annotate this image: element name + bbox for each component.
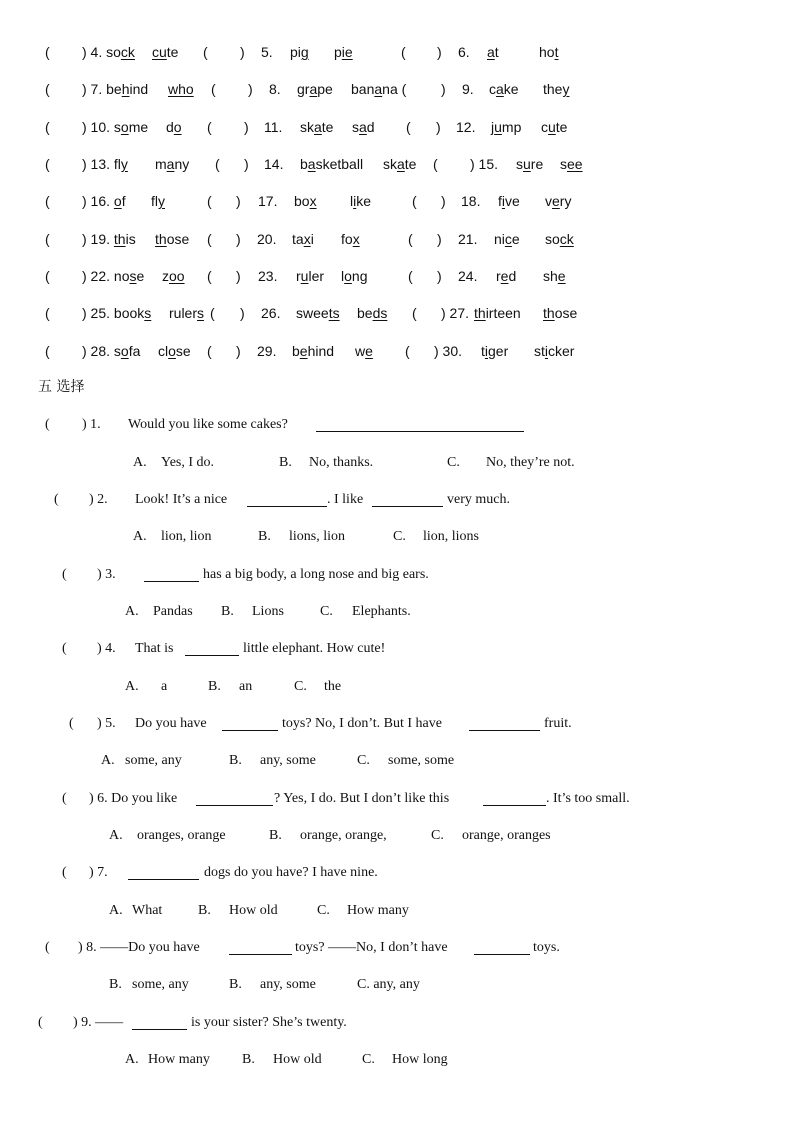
- word: see: [560, 156, 583, 172]
- item-number: 20.: [257, 231, 277, 247]
- question-text: ? Yes, I do. But I don’t like this: [274, 791, 450, 806]
- option-letter: B.: [109, 977, 122, 992]
- word: they: [543, 81, 570, 97]
- item-number: ) 13. fly: [82, 156, 128, 172]
- question-number: ) 4.: [97, 641, 116, 656]
- option-letter: A.: [125, 604, 139, 619]
- answer-blank[interactable]: [474, 940, 530, 955]
- word: sure: [516, 156, 544, 172]
- question-number: ) 9. ——: [73, 1015, 124, 1030]
- word: basketball: [300, 156, 364, 172]
- question-number: ) 7.: [89, 865, 108, 880]
- paren-close: ): [236, 268, 241, 284]
- paren-open: (: [38, 1015, 43, 1030]
- word: sad: [352, 119, 375, 135]
- word: at: [487, 44, 499, 60]
- option-letter: B.: [279, 455, 292, 470]
- word: zoo: [162, 268, 185, 284]
- paren-open: (: [412, 305, 417, 321]
- paren-close: ): [236, 231, 241, 247]
- paren-close: ): [441, 193, 446, 209]
- word: hot: [539, 44, 559, 60]
- word: do: [166, 119, 182, 135]
- paren-open: (: [45, 343, 50, 359]
- option-text: Pandas: [153, 604, 193, 619]
- answer-blank[interactable]: [372, 492, 443, 507]
- option-letter: C.: [362, 1052, 375, 1067]
- option-text: lion, lion: [161, 529, 212, 544]
- option-text: a: [161, 679, 168, 694]
- option-text: Yes, I do.: [161, 455, 215, 470]
- word: red: [496, 268, 517, 284]
- item-number: ) 19. this: [82, 231, 136, 247]
- word: skate: [300, 119, 334, 135]
- question-text: has a big body, a long nose and big ears.: [203, 567, 429, 582]
- option-letter: A.: [133, 529, 147, 544]
- answer-blank[interactable]: [247, 492, 327, 507]
- answer-blank[interactable]: [196, 791, 273, 806]
- answer-blank[interactable]: [483, 791, 546, 806]
- question-text: . It’s too small.: [546, 791, 630, 806]
- option-letter: C.: [447, 455, 460, 470]
- option-text: oranges, orange: [137, 828, 226, 843]
- option-text: How long: [392, 1052, 448, 1067]
- word: nice: [494, 231, 520, 247]
- word: those: [543, 305, 578, 321]
- item-number: ) 4. sock: [82, 44, 135, 60]
- item-number: ) 16. of: [82, 193, 126, 209]
- option-letter: B.: [258, 529, 271, 544]
- option-letter: A.: [101, 753, 115, 768]
- item-number: ) 27.: [441, 305, 470, 321]
- question-number: ) 5.: [97, 716, 116, 731]
- paren-open: (: [45, 156, 50, 172]
- option-letter: C.: [393, 529, 406, 544]
- item-number: 8.: [269, 81, 281, 97]
- item-number: ) 30.: [434, 343, 463, 359]
- item-number: ) 28. sofa: [82, 343, 141, 359]
- paren-open: (: [45, 81, 50, 97]
- option-text: orange, orange,: [300, 828, 387, 843]
- word: we: [355, 343, 373, 359]
- word: banana (: [351, 81, 407, 97]
- item-number: ) 10. some: [82, 119, 149, 135]
- word: she: [543, 268, 566, 284]
- word: skate: [383, 156, 417, 172]
- paren-close: ): [436, 119, 441, 135]
- paren-open: (: [207, 119, 212, 135]
- item-number: ) 22. nose: [82, 268, 145, 284]
- word: thirteen: [474, 305, 521, 321]
- paren-close: ): [441, 81, 446, 97]
- option-letter: A.: [109, 828, 123, 843]
- word: tiger: [481, 343, 509, 359]
- item-number: ) 15.: [470, 156, 499, 172]
- item-number: 21.: [458, 231, 478, 247]
- option-text: No, thanks.: [309, 455, 374, 470]
- word: who: [168, 81, 194, 97]
- section-title: 五 选择: [38, 379, 85, 395]
- question-text: little elephant. How cute!: [243, 641, 386, 656]
- word: fox: [341, 231, 360, 247]
- paren-close: ): [240, 44, 245, 60]
- item-number: 6.: [458, 44, 470, 60]
- paren-close: ): [244, 156, 249, 172]
- option-letter: B.: [198, 903, 211, 918]
- paren-close: ): [437, 268, 442, 284]
- option-text: any, some: [260, 977, 316, 992]
- question-text: That is: [135, 641, 174, 656]
- question-text: . I like: [327, 492, 364, 507]
- question-text: fruit.: [544, 716, 572, 731]
- question-text: is your sister? She’s twenty.: [191, 1015, 347, 1030]
- answer-blank[interactable]: [132, 1015, 187, 1030]
- item-number: ) 25. books: [82, 305, 152, 321]
- option-letter: B.: [221, 604, 234, 619]
- paren-open: (: [406, 119, 411, 135]
- option-text: lions, lion: [289, 529, 346, 544]
- option-letter: B.: [269, 828, 282, 843]
- word: grape: [297, 81, 333, 97]
- paren-close: ): [244, 119, 249, 135]
- option-letter: A.: [133, 455, 147, 470]
- paren-open: (: [45, 940, 50, 955]
- paren-open: (: [215, 156, 220, 172]
- option-text: orange, oranges: [462, 828, 551, 843]
- word: box: [294, 193, 317, 209]
- paren-open: (: [207, 193, 212, 209]
- answer-blank[interactable]: [316, 417, 524, 432]
- paren-open: (: [54, 492, 59, 507]
- item-number: 23.: [258, 268, 278, 284]
- paren-open: (: [62, 865, 67, 880]
- question-text: dogs do you have? I have nine.: [204, 865, 378, 880]
- word: cake: [489, 81, 519, 97]
- word: those: [155, 231, 190, 247]
- item-number: 12.: [456, 119, 476, 135]
- paren-close: ): [236, 193, 241, 209]
- option-text: How old: [229, 903, 278, 918]
- option-text: Elephants.: [352, 604, 411, 619]
- word: fly: [151, 193, 165, 209]
- paren-open: (: [62, 567, 67, 582]
- word: many: [155, 156, 190, 172]
- word: behind: [292, 343, 335, 359]
- item-number: 11.: [264, 119, 283, 135]
- paren-open: (: [45, 305, 50, 321]
- paren-open: (: [69, 716, 74, 731]
- paren-open: (: [45, 268, 50, 284]
- question-number: ) 6. Do you like: [89, 791, 178, 806]
- paren-open: (: [45, 193, 50, 209]
- item-number: 29.: [257, 343, 277, 359]
- question-text: Would you like some cakes?: [128, 417, 288, 432]
- question-text: toys.: [533, 940, 560, 955]
- paren-open: (: [62, 641, 67, 656]
- item-number: 9.: [462, 81, 474, 97]
- paren-close: ): [437, 44, 442, 60]
- word: sock: [545, 231, 574, 247]
- option-letter: B.: [242, 1052, 255, 1067]
- question-text: Do you have: [135, 716, 207, 731]
- question-number: ) 8. ——Do you have: [78, 940, 200, 955]
- item-number: 17.: [258, 193, 278, 209]
- word: cute: [152, 44, 179, 60]
- word: sweets: [296, 305, 340, 321]
- option-text: How old: [273, 1052, 322, 1067]
- item-number: 5.: [261, 44, 273, 60]
- option-text: lion, lions: [423, 529, 480, 544]
- option-text: How many: [347, 903, 409, 918]
- item-number: 24.: [458, 268, 478, 284]
- option-text: some, any: [132, 977, 189, 992]
- option-text: some, any: [125, 753, 182, 768]
- word: sticker: [534, 343, 575, 359]
- option-text: How many: [148, 1052, 210, 1067]
- word: rulers: [169, 305, 205, 321]
- paren-open: (: [433, 156, 438, 172]
- question-number: ) 3.: [97, 567, 116, 582]
- paren-open: (: [62, 791, 67, 806]
- word: beds: [357, 305, 388, 321]
- word: close: [158, 343, 191, 359]
- word: like: [350, 193, 372, 209]
- answer-blank[interactable]: [222, 716, 278, 731]
- paren-open: (: [45, 44, 50, 60]
- paren-open: (: [207, 268, 212, 284]
- word: very: [545, 193, 572, 209]
- word: pig: [290, 44, 309, 60]
- item-number: ) 7. behind: [82, 81, 149, 97]
- option-text: What: [132, 903, 163, 918]
- option-letter: C.: [294, 679, 307, 694]
- option-letter: C.: [357, 753, 370, 768]
- question-text: very much.: [447, 492, 510, 507]
- option-letter: C.: [317, 903, 330, 918]
- answer-blank[interactable]: [185, 641, 239, 656]
- answer-blank[interactable]: [144, 567, 199, 582]
- paren-open: (: [210, 305, 215, 321]
- option-text: some, some: [388, 753, 455, 768]
- answer-blank[interactable]: [229, 940, 292, 955]
- option-text: C. any, any: [357, 977, 420, 992]
- option-letter: A.: [125, 679, 139, 694]
- option-letter: C.: [320, 604, 333, 619]
- paren-open: (: [45, 119, 50, 135]
- paren-open: (: [203, 44, 208, 60]
- paren-open: (: [45, 417, 50, 432]
- option-letter: B.: [229, 977, 242, 992]
- paren-open: (: [405, 343, 410, 359]
- paren-open: (: [207, 343, 212, 359]
- paren-open: (: [408, 268, 413, 284]
- option-letter: B.: [229, 753, 242, 768]
- word: taxi: [292, 231, 314, 247]
- question-text: toys? ——No, I don’t have: [295, 940, 448, 955]
- option-letter: A.: [109, 903, 123, 918]
- paren-open: (: [401, 44, 406, 60]
- item-number: 26.: [261, 305, 281, 321]
- answer-blank[interactable]: [469, 716, 540, 731]
- paren-close: ): [236, 343, 241, 359]
- word: five: [498, 193, 520, 209]
- word: ruler: [296, 268, 325, 284]
- option-text: the: [324, 679, 342, 694]
- question-number: ) 2.: [89, 492, 108, 507]
- item-number: 18.: [461, 193, 481, 209]
- word: long: [341, 268, 368, 284]
- option-text: No, they’re not.: [486, 455, 575, 470]
- option-letter: B.: [208, 679, 221, 694]
- paren-close: ): [248, 81, 253, 97]
- option-text: any, some: [260, 753, 316, 768]
- option-letter: C.: [431, 828, 444, 843]
- question-text: toys? No, I don’t. But I have: [282, 716, 442, 731]
- question-text: Look! It’s a nice: [135, 492, 228, 507]
- answer-blank[interactable]: [128, 865, 199, 880]
- paren-open: (: [408, 231, 413, 247]
- paren-close: ): [437, 231, 442, 247]
- option-letter: A.: [125, 1052, 139, 1067]
- word: cute: [541, 119, 568, 135]
- paren-open: (: [412, 193, 417, 209]
- paren-open: (: [45, 231, 50, 247]
- paren-close: ): [240, 305, 245, 321]
- word: jump: [491, 119, 522, 135]
- item-number: 14.: [264, 156, 284, 172]
- option-text: an: [239, 679, 253, 694]
- paren-open: (: [207, 231, 212, 247]
- question-number: ) 1.: [82, 417, 101, 432]
- word: pie: [334, 44, 353, 60]
- paren-open: (: [211, 81, 216, 97]
- option-text: Lions: [252, 604, 284, 619]
